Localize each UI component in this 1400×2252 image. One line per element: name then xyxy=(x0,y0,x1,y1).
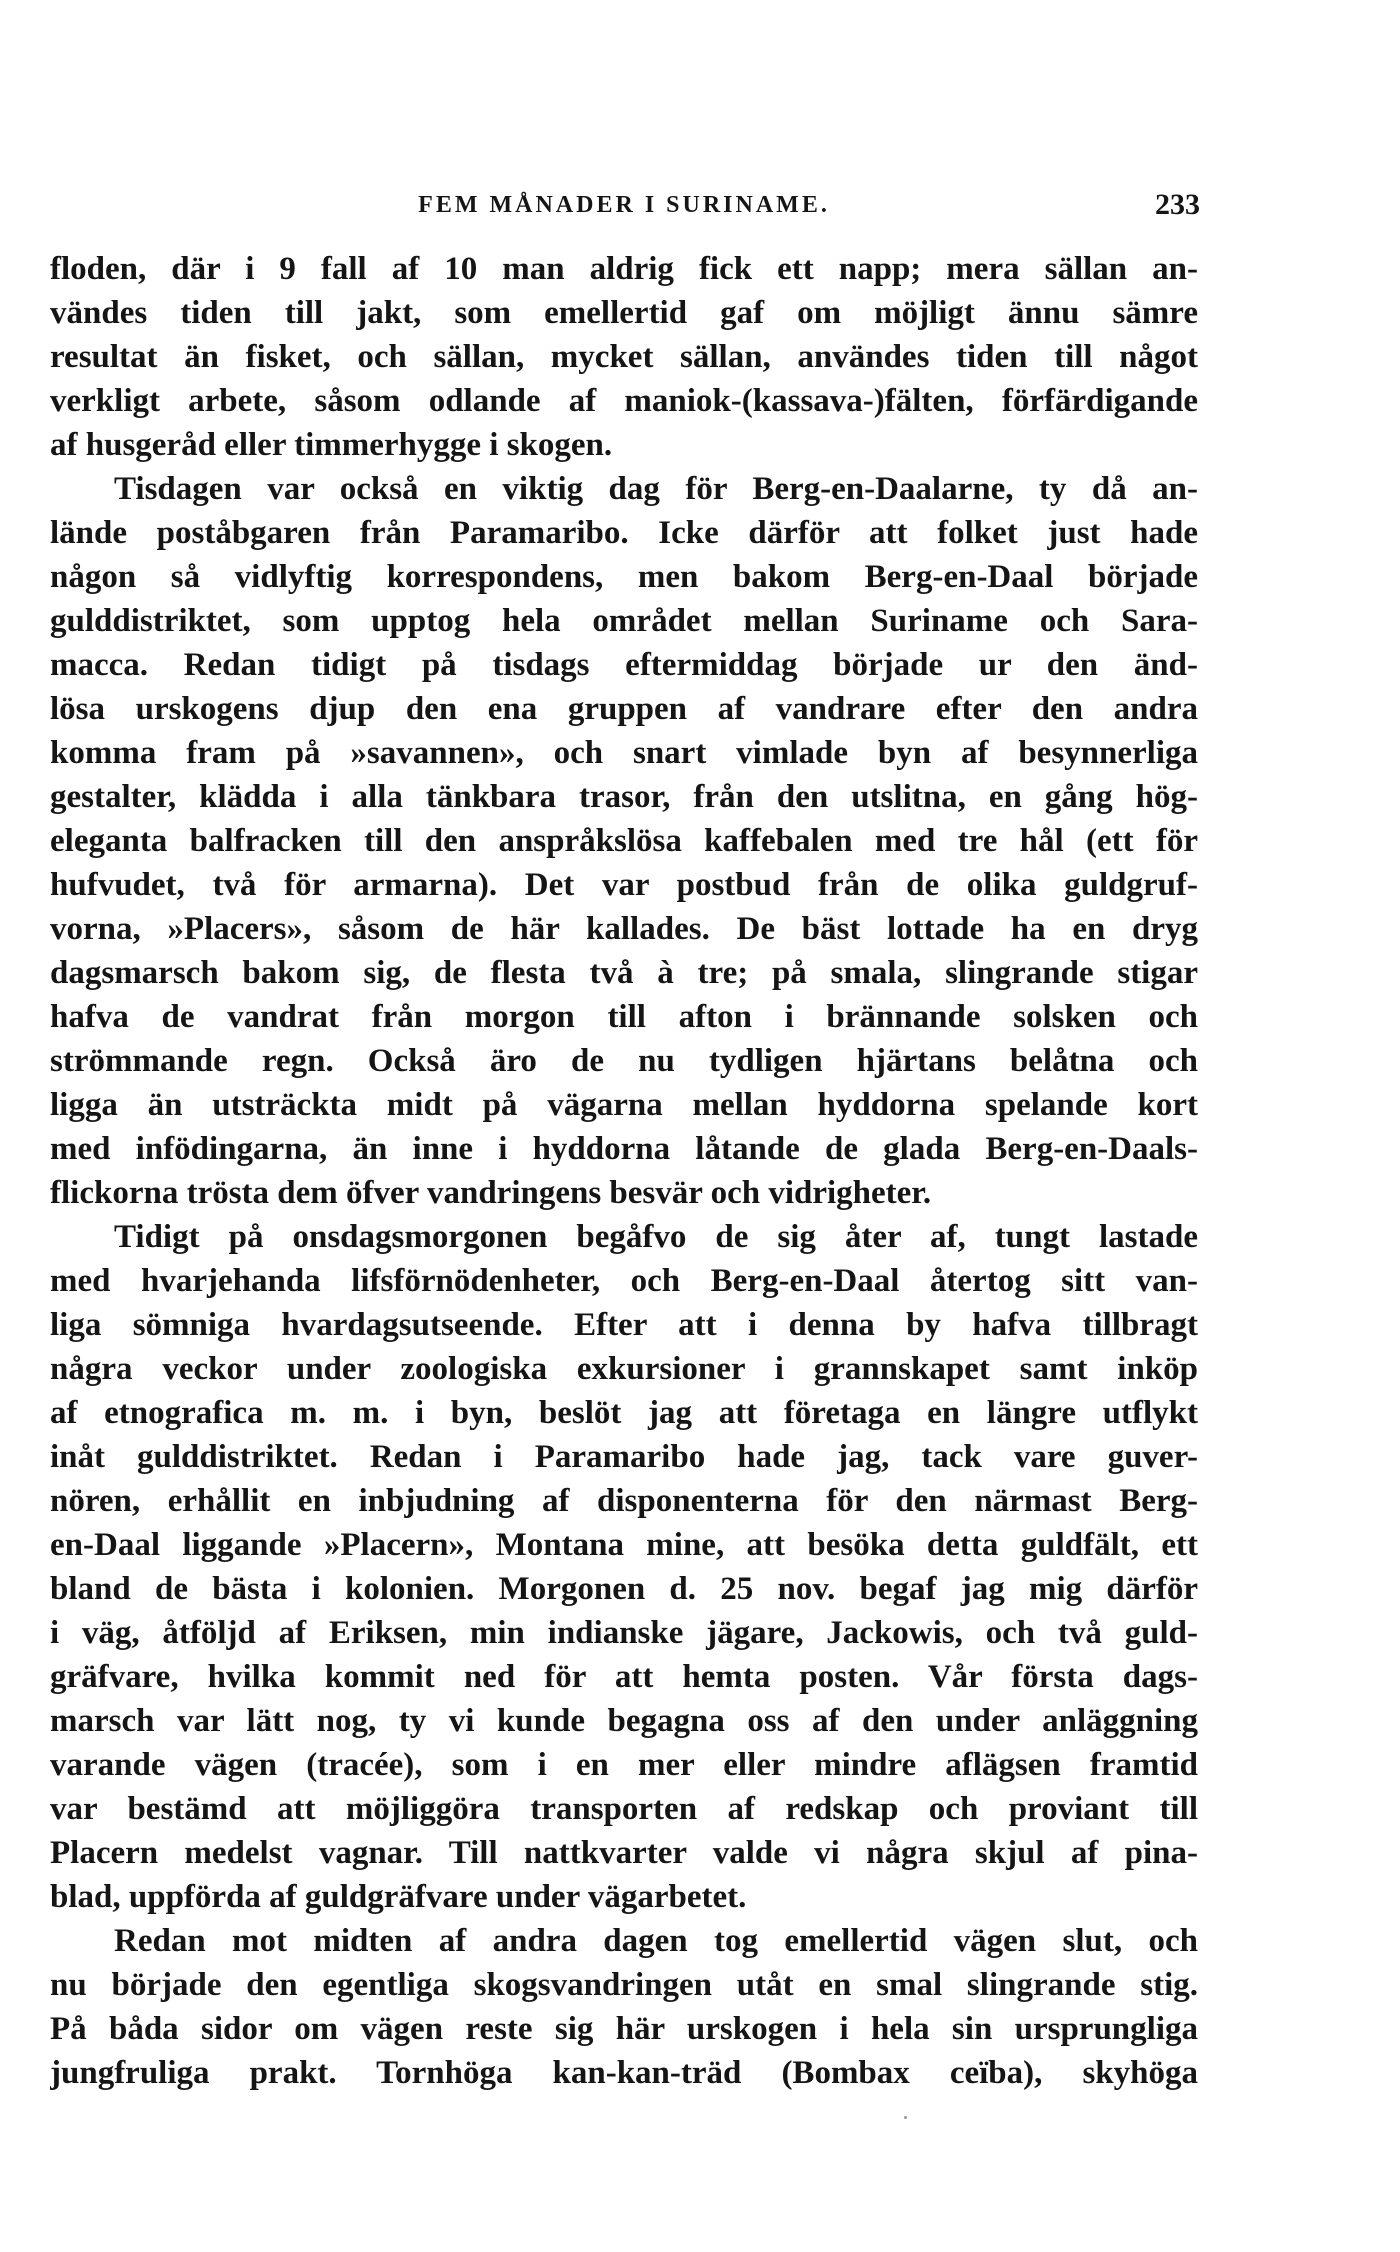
text-line: verkligt arbete, såsom odlande af maniok-(kassava-)fälten, förfärdigande xyxy=(50,383,1198,419)
text-line: Tidigt på onsdagsmorgonen begåfvo de sig åter af, tungt lastade xyxy=(114,1219,1198,1255)
text-line: vändes tiden till jakt, som emellertid gaf om möjligt ännu sämre xyxy=(50,295,1198,331)
text-line: nören, erhållit en inbjudning af disponenterna för den närmast Berg- xyxy=(50,1483,1198,1519)
text-line: macca. Redan tidigt på tisdags eftermiddag började ur den änd- xyxy=(50,647,1198,683)
text-line: inåt gulddistriktet. Redan i Paramaribo hade jag, tack vare guver- xyxy=(50,1439,1198,1475)
text-line: eleganta balfracken till den anspråkslösa kaffebalen med tre hål (ett för xyxy=(50,823,1198,859)
text-line: komma fram på »savannen», och snart vimlade byn af besynnerliga xyxy=(50,735,1198,771)
text-line: dagsmarsch bakom sig, de flesta två à tre; på smala, slingrande stigar xyxy=(50,955,1198,991)
text-line: af husgeråd eller timmerhygge i skogen. xyxy=(50,427,613,463)
page-number: 233 xyxy=(1155,188,1200,221)
text-line: gestalter, klädda i alla tänkbara trasor, från den utslitna, en gång hög- xyxy=(50,779,1198,815)
print-speck xyxy=(904,2116,907,2119)
text-line: af etnografica m. m. i byn, beslöt jag att företaga en längre utflykt xyxy=(50,1395,1198,1431)
text-line: hufvudet, två för armarna). Det var postbud från de olika guldgruf- xyxy=(50,867,1198,903)
text-line: Tisdagen var också en viktig dag för Berg-en-Daalarne, ty då an- xyxy=(114,471,1198,507)
text-line: några veckor under zoologiska exkursioner i grannskapet samt inköp xyxy=(50,1351,1198,1387)
paragraph xyxy=(50,467,1198,1215)
text-line: floden, där i 9 fall af 10 man aldrig fick ett napp; mera sällan an- xyxy=(50,251,1198,287)
text-line: bland de bästa i kolonien. Morgonen d. 25 nov. begaf jag mig därför xyxy=(50,1571,1198,1607)
text-line: strömmande regn. Också äro de nu tydligen hjärtans belåtna och xyxy=(50,1043,1198,1079)
text-line: På båda sidor om vägen reste sig här urskogen i hela sin ursprungliga xyxy=(50,2011,1198,2047)
paragraph xyxy=(50,1919,1198,2095)
text-line: ligga än utsträckta midt på vägarna mellan hyddorna spelande kort xyxy=(50,1087,1198,1123)
running-head xyxy=(48,188,1200,232)
text-line: nu började den egentliga skogsvandringen utåt en smal slingrande stig. xyxy=(50,1967,1198,2003)
text-line: hafva de vandrat från morgon till afton i brännande solsken och xyxy=(50,999,1198,1035)
text-line: resultat än fisket, och sällan, mycket sällan, användes tiden till något xyxy=(50,339,1198,375)
text-line: varande vägen (tracée), som i en mer eller mindre aflägsen framtid xyxy=(50,1747,1198,1783)
text-line: i väg, åtföljd af Eriksen, min indianske jägare, Jackowis, och två guld- xyxy=(50,1615,1198,1651)
text-line: jungfruliga prakt. Tornhöga kan-kan-träd (Bombax ceïba), skyhöga xyxy=(50,2055,1198,2091)
text-line: med hvarjehanda lifsförnödenheter, och Berg-en-Daal återtog sitt van- xyxy=(50,1263,1198,1299)
text-line: flickorna trösta dem öfver vandringens besvär och vidrigheter. xyxy=(50,1175,932,1211)
text-line: gulddistriktet, som upptog hela området mellan Suriname och Sara- xyxy=(50,603,1198,639)
text-line: någon så vidlyftig korrespondens, men bakom Berg-en-Daal började xyxy=(50,559,1198,595)
paragraph xyxy=(50,1215,1198,1919)
text-line: gräfvare, hvilka kommit ned för att hemta posten. Vår första dags- xyxy=(50,1659,1198,1695)
text-line: en-Daal liggande »Placern», Montana mine, att besöka detta guldfält, ett xyxy=(50,1527,1198,1563)
text-line: Placern medelst vagnar. Till nattkvarter valde vi några skjul af pina- xyxy=(50,1835,1198,1871)
text-line: var bestämd att möjliggöra transporten af redskap och proviant till xyxy=(50,1791,1198,1827)
text-line: blad, uppförda af guldgräfvare under vägarbetet. xyxy=(50,1879,747,1915)
text-line: vorna, »Placers», såsom de här kallades. De bäst lottade ha en dryg xyxy=(50,911,1198,947)
text-line: liga sömniga hvardagsutseende. Efter att i denna by hafva tillbragt xyxy=(50,1307,1198,1343)
running-title: FEM MÅNADER I SURINAME. xyxy=(418,192,830,218)
text-line: med infödingarna, än inne i hyddorna låtande de glada Berg-en-Daals- xyxy=(50,1131,1198,1167)
text-line: Redan mot midten af andra dagen tog emellertid vägen slut, och xyxy=(114,1923,1198,1959)
text-line: lände poståbgaren från Paramaribo. Icke därför att folket just hade xyxy=(50,515,1198,551)
text-line: lösa urskogens djup den ena gruppen af vandrare efter den andra xyxy=(50,691,1198,727)
paragraph xyxy=(50,247,1198,467)
body-text xyxy=(50,247,1198,2095)
text-line: marsch var lätt nog, ty vi kunde begagna oss af den under anläggning xyxy=(50,1703,1198,1739)
